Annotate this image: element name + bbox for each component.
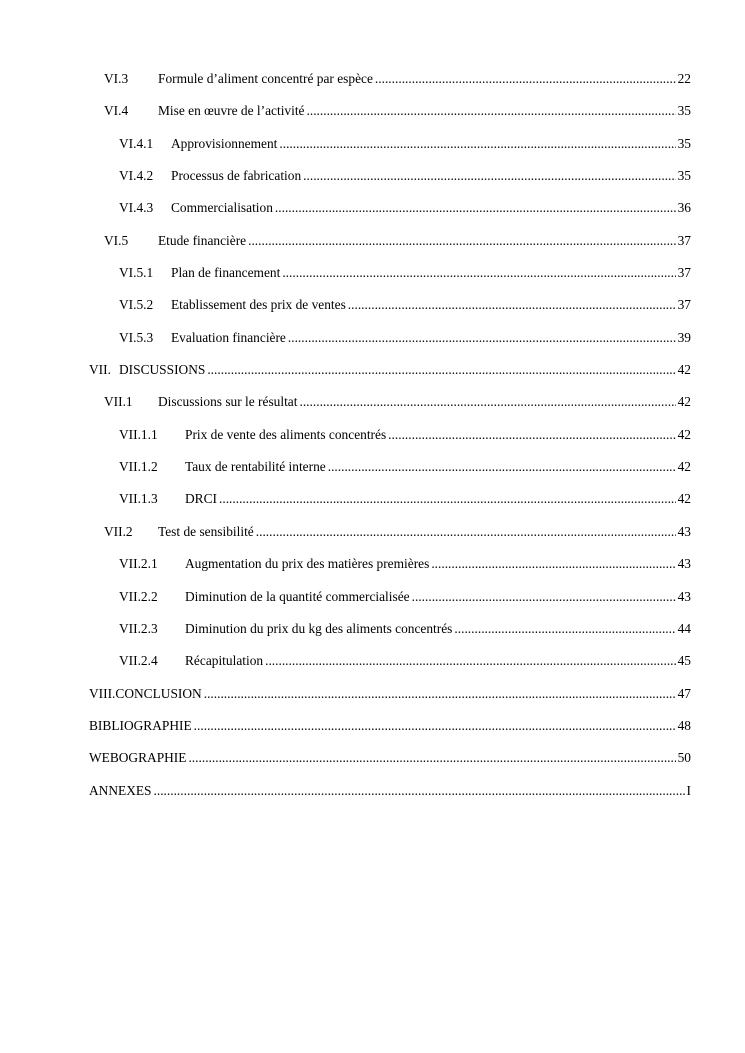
toc-entry-page: 50 (677, 750, 691, 766)
toc-entry[interactable] (0, 133, 745, 165)
toc-dot-leader (256, 521, 676, 543)
toc-entry-page: 42 (677, 491, 691, 507)
toc-entry-page: 43 (677, 588, 691, 604)
toc-entry[interactable] (0, 586, 745, 618)
toc-entry-number: VI.4.3 (119, 200, 154, 216)
toc-entry-title: Etude financière (158, 232, 247, 248)
toc-entry-page: 42 (677, 394, 691, 410)
toc-entry-number: VI.4.1 (119, 135, 154, 151)
toc-entry-number: VII.2.2 (119, 588, 158, 604)
toc-entry-page: I (686, 782, 691, 798)
toc-dot-leader (265, 650, 676, 672)
toc-entry-page: 39 (677, 329, 691, 345)
toc-dot-leader (431, 553, 675, 575)
toc-entry-title: DISCUSSIONS (119, 362, 206, 378)
toc-entry-title: BIBLIOGRAPHIE (89, 717, 192, 733)
toc-entry[interactable] (0, 327, 745, 359)
toc-entry[interactable] (0, 359, 745, 391)
toc-entry[interactable] (0, 747, 745, 779)
toc-entry-page: 22 (677, 71, 691, 86)
toc-entry-number: VII.2.1 (119, 556, 158, 572)
toc-dot-leader (375, 68, 676, 90)
toc-entry-page: 35 (677, 135, 691, 151)
toc-entry-page: 48 (677, 717, 691, 733)
toc-entry[interactable] (0, 553, 745, 585)
toc-entry[interactable] (0, 391, 745, 423)
toc-entry-title: Taux de rentabilité interne (185, 459, 326, 475)
toc-dot-leader (303, 165, 675, 187)
toc-entry[interactable] (0, 424, 745, 456)
toc-entry-number: VI.5.3 (119, 329, 154, 345)
toc-entry[interactable] (0, 100, 745, 132)
toc-entry-number: VII.2.3 (119, 620, 158, 636)
toc-entry-number: VI.5 (104, 232, 129, 248)
toc-entry-title: Formule d’aliment concentré par espèce (158, 71, 373, 86)
toc-dot-leader (454, 618, 675, 640)
toc-entry-number: VI.5.2 (119, 297, 154, 313)
toc-entry-number: VII.2.4 (119, 653, 158, 669)
toc-dot-leader (288, 327, 676, 349)
toc-entry-title: Diminution de la quantité commercialisée (185, 588, 410, 604)
toc-entry-page: 42 (677, 426, 691, 442)
toc-dot-leader (412, 586, 676, 608)
toc-entry-number: VI.4 (104, 103, 129, 119)
toc-entry-title: CONCLUSION (115, 685, 202, 701)
toc-dot-leader (275, 197, 676, 219)
toc-entry-title: Evaluation financière (171, 329, 286, 345)
toc-dot-leader (204, 683, 676, 705)
toc-entry-title: Récapitulation (185, 653, 264, 669)
toc-entry[interactable] (0, 618, 745, 650)
toc-entry[interactable] (0, 488, 745, 520)
toc-entry-number: VII.2 (104, 523, 133, 539)
toc-entry-title: Commercialisation (171, 200, 273, 216)
toc-entry-page: 42 (677, 459, 691, 475)
toc-entry-page: 43 (677, 556, 691, 572)
toc-entry-page: 36 (677, 200, 691, 216)
toc-entry-title: ANNEXES (89, 782, 152, 798)
toc-entry[interactable] (0, 683, 745, 715)
toc-dot-leader (194, 715, 676, 737)
toc-entry-page: 47 (677, 685, 691, 701)
toc-entry[interactable] (0, 165, 745, 197)
toc-entry-page: 35 (677, 168, 691, 184)
toc-entry-title: Plan de financement (171, 265, 281, 281)
toc-entry-page: 37 (677, 232, 691, 248)
toc-entry[interactable] (0, 456, 745, 488)
toc-entry-title: WEBOGRAPHIE (89, 750, 187, 766)
toc-entry-title: Diminution du prix du kg des aliments concentrés (185, 620, 453, 636)
toc-dot-leader (248, 230, 676, 252)
toc-dot-leader (307, 100, 676, 122)
toc-entry[interactable] (0, 521, 745, 553)
toc-dot-leader (154, 780, 685, 802)
toc-entry[interactable] (0, 780, 745, 812)
toc-entry-page: 42 (677, 362, 691, 378)
toc-dot-leader (188, 747, 675, 769)
toc-entry-number: VIII. (89, 685, 116, 701)
toc-entry-page: 37 (677, 297, 691, 313)
toc-entry-number: VI.5.1 (119, 265, 154, 281)
toc-entry-title: Test de sensibilité (158, 523, 254, 539)
toc-entry-title: Approvisionnement (171, 135, 278, 151)
toc-entry-title: Augmentation du prix des matières premières (185, 556, 430, 572)
toc-entry-number: VII.1.3 (119, 491, 158, 507)
toc-entry[interactable] (0, 294, 745, 326)
toc-dot-leader (299, 391, 675, 413)
toc-entry-title: DRCI (185, 491, 217, 507)
toc-entry-number: VI.4.2 (119, 168, 154, 184)
toc-entry-page: 44 (677, 620, 691, 636)
toc-dot-leader (282, 262, 675, 284)
toc-dot-leader (328, 456, 676, 478)
toc-dot-leader (279, 133, 675, 155)
toc-dot-leader (207, 359, 675, 381)
toc-entry[interactable] (0, 262, 745, 294)
toc-dot-leader (388, 424, 675, 446)
toc-entry-title: Processus de fabrication (171, 168, 302, 184)
toc-entry-number: VII.1 (104, 394, 133, 410)
toc-entry[interactable] (0, 650, 745, 682)
toc-entry[interactable] (0, 197, 745, 229)
table-of-contents (0, 68, 745, 812)
toc-entry-title: Discussions sur le résultat (158, 394, 298, 410)
toc-entry-number: VII.1.1 (119, 426, 158, 442)
toc-entry-page: 37 (677, 265, 691, 281)
toc-entry-page: 35 (677, 103, 691, 119)
toc-dot-leader (219, 488, 676, 510)
toc-entry[interactable] (0, 68, 745, 100)
toc-entry-title: Etablissement des prix de ventes (171, 297, 346, 313)
toc-entry-number: VII. (89, 362, 111, 378)
toc-entry[interactable] (0, 230, 745, 262)
toc-entry-title: Prix de vente des aliments concentrés (185, 426, 387, 442)
toc-entry-title: Mise en œuvre de l’activité (158, 103, 305, 119)
toc-entry-page: 43 (677, 523, 691, 539)
toc-entry-number: VII.1.2 (119, 459, 158, 475)
toc-entry-page: 45 (677, 653, 691, 669)
toc-entry-number: VI.3 (104, 71, 129, 86)
toc-entry[interactable] (0, 715, 745, 747)
toc-dot-leader (348, 294, 676, 316)
